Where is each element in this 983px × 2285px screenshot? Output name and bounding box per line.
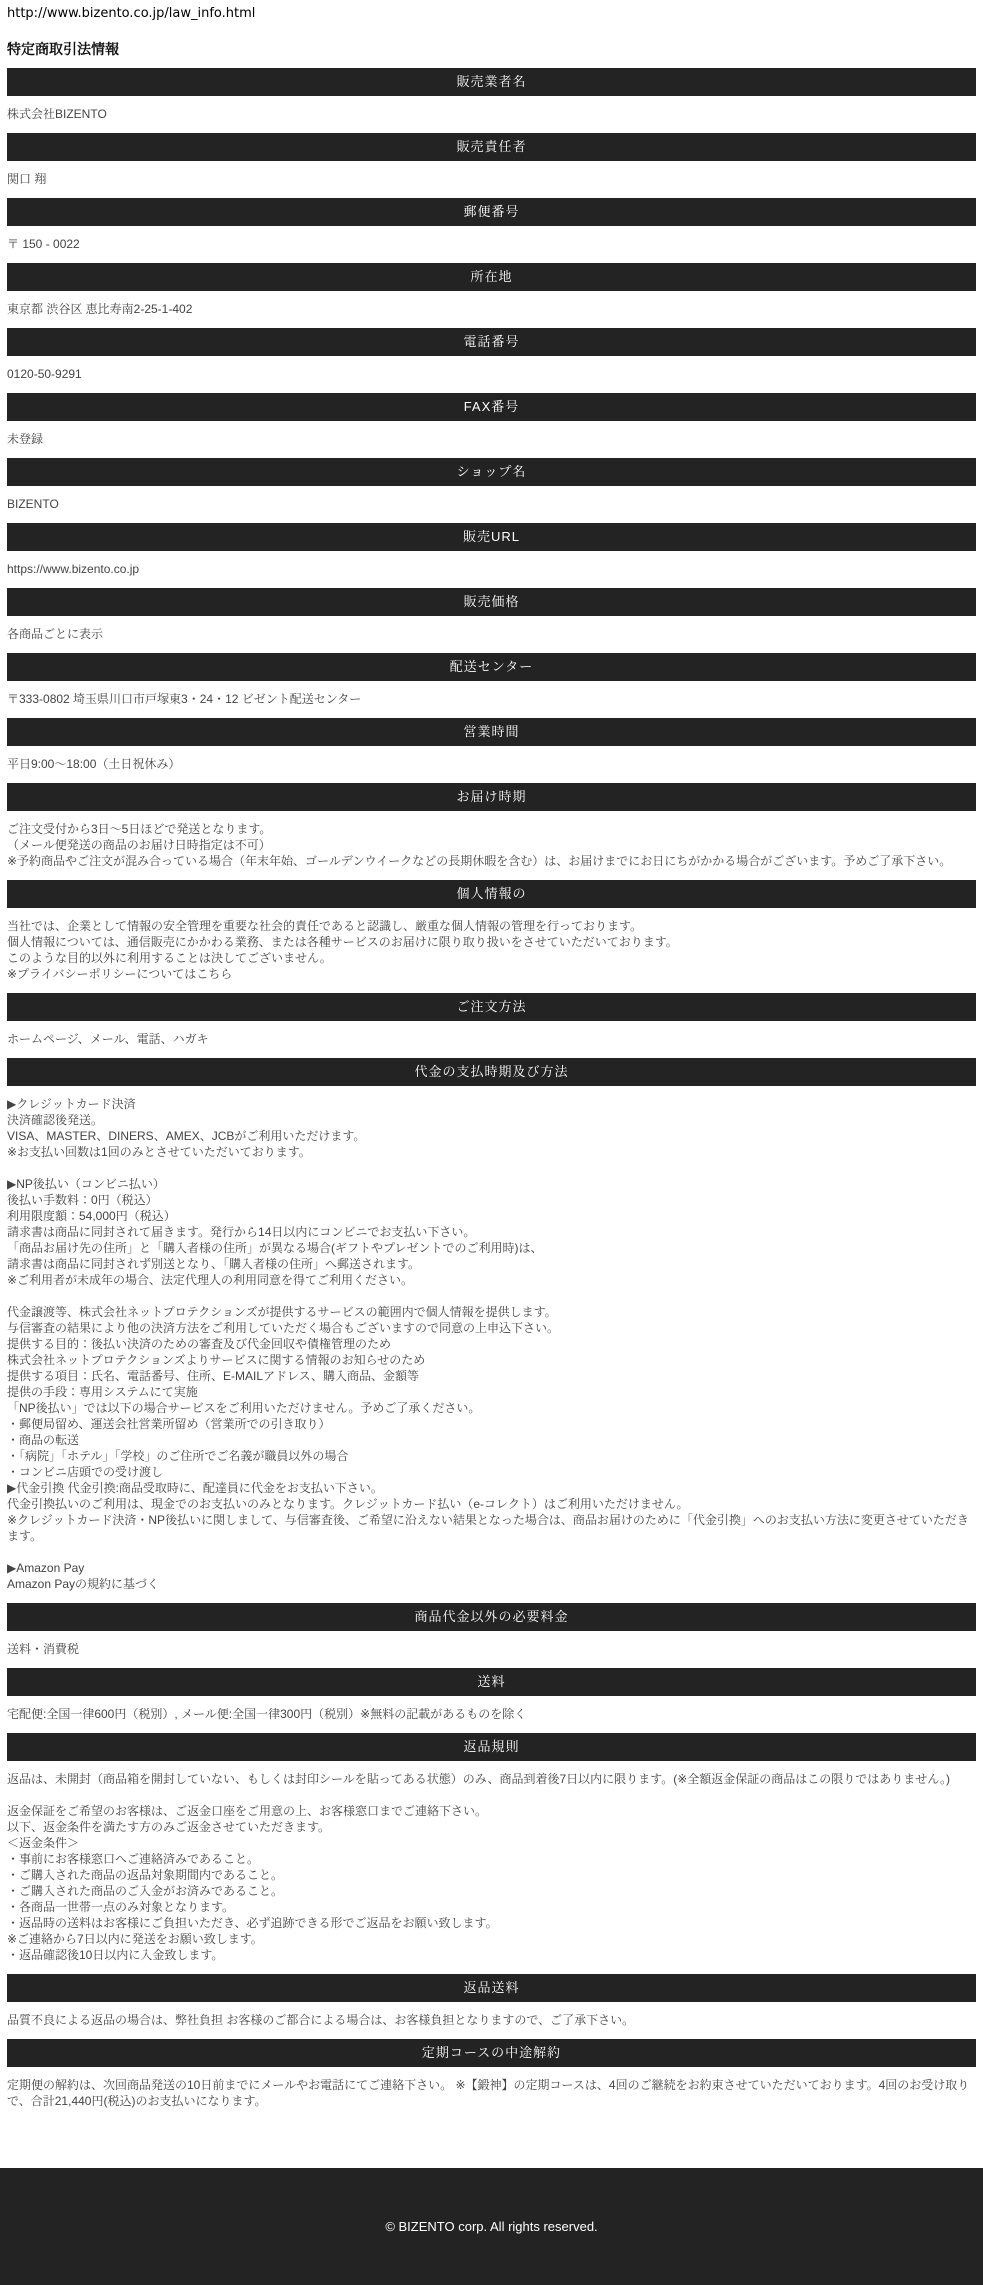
content-line: 各商品ごとに表示 [7, 627, 104, 641]
content-line: 利用限度額：54,000円（税込） [7, 1209, 176, 1223]
section-heading-shipping-fee: 送料 [7, 1668, 976, 1696]
section-body-postal-code [7, 226, 976, 263]
section-body-business-hours [7, 746, 976, 783]
section-heading-fax-number: FAX番号 [7, 393, 976, 421]
section-heading-subscription-cancellation: 定期コースの中途解約 [7, 2039, 976, 2067]
section-delivery-time [7, 783, 976, 880]
section-heading-sales-manager: 販売責任者 [7, 133, 976, 161]
content-line: 平日9:00〜18:00（土日祝休み） [7, 757, 181, 771]
content-line: ＜返金条件＞ [7, 1836, 80, 1850]
section-heading-delivery-time: お届け時期 [7, 783, 976, 811]
content-line: ホームページ、メール、電話、ハガキ [7, 1032, 209, 1046]
section-heading-address: 所在地 [7, 263, 976, 291]
content-line: 〒 150 - 0022 [7, 237, 80, 251]
content-line: ※クレジットカード決済・NP後払いに関しまして、与信審査後、ご希望に沿えない結果となった場合は、商品お届けのために「代金引換」へのお支払い方法に変更させていただきます。 [7, 1513, 969, 1543]
section-business-hours [7, 718, 976, 783]
content-line: 個人情報については、通信販売にかかわる業務、または各種サービスのお届けに限り取り扱いをさせていただいております。 [7, 935, 678, 949]
content-line: ご注文受付から3日〜5日ほどで発送となります。 [7, 822, 272, 836]
section-heading-phone-number: 電話番号 [7, 328, 976, 356]
section-heading-order-method: ご注文方法 [7, 993, 976, 1021]
section-body-delivery-time [7, 811, 976, 880]
content-line: 「商品お届け先の住所」と「購入者様の住所」が異なる場合(ギフトやプレゼントでのご利用時)は、 [7, 1241, 543, 1255]
content-line: ・事前にお客様窓口へご連絡済みであること。 [7, 1852, 260, 1866]
content-line: ▶クレジットカード決済 [7, 1097, 136, 1111]
content-line: 与信審査の結果により他の決済方法をご利用していただく場合もございますので同意の上申込下さい。 [7, 1321, 560, 1335]
section-body-address [7, 291, 976, 328]
content-line: ▶Amazon Pay [7, 1561, 85, 1575]
content-line: 後払い手数料：0円（税込） [7, 1193, 158, 1207]
section-body-shipping-fee [7, 1696, 976, 1733]
section-body-order-method [7, 1021, 976, 1058]
content-line: BIZENTO [7, 497, 59, 511]
section-body-phone-number [7, 356, 976, 393]
section-return-policy [7, 1733, 976, 1974]
section-body-sales-manager [7, 161, 976, 198]
content-line: 株式会社BIZENTO [7, 107, 107, 121]
section-heading-extra-fees: 商品代金以外の必要料金 [7, 1603, 976, 1631]
blank-line [7, 1787, 976, 1803]
content-line: https://www.bizento.co.jp [7, 562, 140, 576]
content-line: 代金譲渡等、株式会社ネットプロテクションズが提供するサービスの範囲内で個人情報を提供します。 [7, 1305, 557, 1319]
content-line: ・返品確認後10日以内に入金致します。 [7, 1948, 224, 1962]
section-body-shop-name [7, 486, 976, 523]
content-line: ※プライバシーポリシーについてはこちら [7, 967, 233, 981]
section-heading-sales-url: 販売URL [7, 523, 976, 551]
section-body-extra-fees [7, 1631, 976, 1668]
section-heading-return-shipping-fee: 返品送料 [7, 1974, 976, 2002]
section-address [7, 263, 976, 328]
content-line: ・ご購入された商品のご入金がお済みであること。 [7, 1884, 284, 1898]
content-line: 定期便の解約は、次回商品発送の10日前までにメールやお電話にてご連絡下さい。 ※【鍛神】の定期コースは、4回のご継続をお約束させていただいております。4回のお受け取りで、合計21,440円(税込)のお支払いになります。 [7, 2078, 970, 2108]
content-line: 返品は、未開封（商品箱を開封していない、もしくは封印シールを貼ってある状態）のみ、商品到着後7日以内に限ります。(※全額返金保証の商品はこの限りではありません。) [7, 1772, 950, 1786]
section-sales-manager [7, 133, 976, 198]
content-line: ※予約商品やご注文が混み合っている場合（年末年始、ゴールデンウイークなどの長期休暇を含む）は、お届けまでにお日にちがかかる場合がございます。予めご了承下さい。 [7, 854, 952, 868]
section-body-sales-url [7, 551, 976, 588]
content-line: 関口 翔 [7, 172, 47, 186]
section-heading-sales-price: 販売価格 [7, 588, 976, 616]
content-line: ・コンビニ店頭での受け渡し [7, 1465, 164, 1479]
section-order-method [7, 993, 976, 1058]
content-line: 返金保証をご希望のお客様は、ご返金口座をご用意の上、お客様窓口までご連絡下さい。 [7, 1804, 488, 1818]
content-line: 〒333-0802 埼玉県川口市戸塚東3・24・12 ビゼント配送センター [7, 692, 362, 706]
section-heading-seller-name: 販売業者名 [7, 68, 976, 96]
section-body-fax-number [7, 421, 976, 458]
content-line: 未登録 [7, 432, 44, 446]
content-line: 東京都 渋谷区 恵比寿南2-25-1-402 [7, 302, 193, 316]
section-body-sales-price [7, 616, 976, 653]
content-line: 提供の手段：専用システムにて実施 [7, 1385, 198, 1399]
content-line: ▶代金引換 代金引換:商品受取時に、配達員に代金をお支払い下さい。 [7, 1481, 383, 1495]
section-heading-payment-method: 代金の支払時期及び方法 [7, 1058, 976, 1086]
content-line: ・ご購入された商品の返品対象期間内であること。 [7, 1868, 284, 1882]
page-url-text: http://www.bizento.co.jp/law_info.html [7, 6, 256, 21]
content-line: 送料・消費税 [7, 1642, 80, 1656]
section-subscription-cancellation [7, 2039, 976, 2120]
content-line: 「NP後払い」では以下の場合サービスをご利用いただけません。予めご了承ください。 [7, 1401, 481, 1415]
content-line: ・郵便局留め、運送会社営業所留め（営業所での引き取り） [7, 1417, 331, 1431]
content-line: ※ご利用者が未成年の場合、法定代理人の利用同意を得てご利用ください。 [7, 1273, 414, 1287]
section-return-shipping-fee [7, 1974, 976, 2039]
content-line: 代金引換払いのご利用は、現金でのお支払いのみとなります。クレジットカード払い（e-コレクト）はご利用いただけません。 [7, 1497, 689, 1511]
section-postal-code [7, 198, 976, 263]
content-line: ・「病院」「ホテル」「学校」のご住所でご名義が職員以外の場合 [7, 1449, 349, 1463]
content-line: VISA、MASTER、DINERS、AMEX、JCBがご利用いただけます。 [7, 1129, 366, 1143]
section-shop-name [7, 458, 976, 523]
section-seller-name [7, 68, 976, 133]
content-line: 株式会社ネットプロテクションズよりサービスに関する情報のお知らせのため [7, 1353, 426, 1367]
content-line: （メール便発送の商品のお届け日時指定は不可） [7, 838, 271, 852]
blank-line [7, 1160, 976, 1176]
section-phone-number [7, 328, 976, 393]
content-line: 当社では、企業として情報の安全管理を重要な社会的責任であると認識し、厳重な個人情報の管理を行っております。 [7, 919, 643, 933]
content-line: ▶NP後払い（コンビニ払い） [7, 1177, 165, 1191]
sections-container [7, 68, 976, 2120]
section-heading-return-policy: 返品規則 [7, 1733, 976, 1761]
section-heading-business-hours: 営業時間 [7, 718, 976, 746]
section-body-subscription-cancellation [7, 2067, 976, 2120]
section-payment-method [7, 1058, 976, 1603]
section-heading-postal-code: 郵便番号 [7, 198, 976, 226]
copyright-text: © BIZENTO corp. All rights reserved. [385, 2219, 598, 2234]
section-body-personal-info [7, 908, 976, 993]
section-body-return-shipping-fee [7, 2002, 976, 2039]
content-line: 提供する目的：後払い決済のための審査及び代金回収や債権管理のため [7, 1337, 392, 1351]
content-line: 請求書は商品に同封されず別送となり、「購入者様の住所」へ郵送されます。 [7, 1257, 421, 1271]
content-line: 0120-50-9291 [7, 367, 82, 381]
page-footer [0, 2168, 983, 2285]
content-line: 品質不良による返品の場合は、弊社負担 お客様のご都合による場合は、お客様負担となりますので、ご了承下さい。 [7, 2013, 635, 2027]
section-sales-price [7, 588, 976, 653]
section-sales-url [7, 523, 976, 588]
page-title: 特定商取引法情報 [7, 41, 119, 57]
blank-line [7, 1544, 976, 1560]
section-body-seller-name [7, 96, 976, 133]
section-heading-shop-name: ショップ名 [7, 458, 976, 486]
content-line: 提供する項目：氏名、電話番号、住所、E-MAILアドレス、購入商品、金額等 [7, 1369, 420, 1383]
content-line: ※お支払い回数は1回のみとさせていただいております。 [7, 1145, 311, 1159]
content-line: ・返品時の送料はお客様にご負担いただき、必ず追跡できる形でご返品をお願い致します。 [7, 1916, 498, 1930]
content-line: Amazon Payの規約に基づく [7, 1577, 160, 1591]
section-body-shipping-center [7, 681, 976, 718]
content-line: 決済確認後発送。 [7, 1113, 104, 1127]
content-line: ・各商品一世帯一点のみ対象となります。 [7, 1900, 235, 1914]
section-heading-shipping-center: 配送センター [7, 653, 976, 681]
section-shipping-fee [7, 1668, 976, 1733]
section-fax-number [7, 393, 976, 458]
section-body-return-policy [7, 1761, 976, 1974]
section-shipping-center [7, 653, 976, 718]
content-line: 請求書は商品に同封されて届きます。発行から14日以内にコンビニでお支払い下さい。 [7, 1225, 476, 1239]
content-line: ・商品の転送 [7, 1433, 80, 1447]
content-line: ※ご連絡から7日以内に発送をお願い致します。 [7, 1932, 263, 1946]
content-line: このような目的以外に利用することは決してございません。 [7, 951, 332, 965]
section-personal-info [7, 880, 976, 993]
content-line: 宅配便:全国一律600円（税別）, メール便:全国一律300円（税別）※無料の記載があるものを除く [7, 1707, 527, 1721]
section-extra-fees [7, 1603, 976, 1668]
section-body-payment-method [7, 1086, 976, 1603]
blank-line [7, 1288, 976, 1304]
section-heading-personal-info: 個人情報の [7, 880, 976, 908]
content-line: 以下、返金条件を満たす方のみご返金させていただきます。 [7, 1820, 331, 1834]
